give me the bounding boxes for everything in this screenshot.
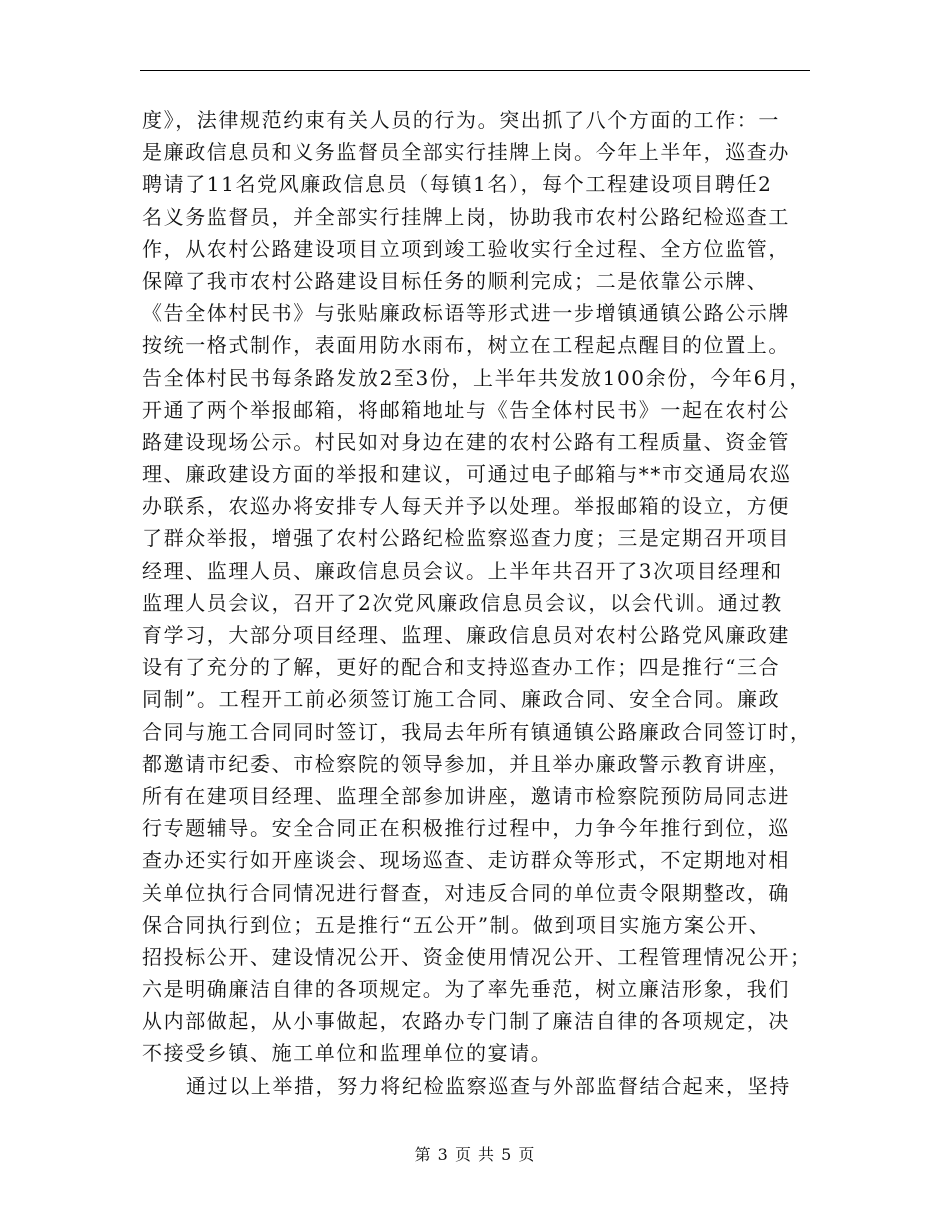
paragraph-first-line: 通过以上举措，努力将纪检监察巡查与外部监督结合起来，坚持 <box>186 1073 791 1098</box>
text-line: 合同与施工合同同时签订，我局去年所有镇通镇公路廉政合同签订时， <box>142 719 812 744</box>
header-rule <box>140 70 810 71</box>
text-line: 办联系，农巡办将安排专人每天并予以处理。举报邮箱的设立，方便 <box>142 494 790 519</box>
text-line: 保合同执行到位；五是推行“五公开”制。做到项目实施方案公开、 <box>142 912 771 937</box>
text-line: 不接受乡镇、施工单位和监理单位的宴请。 <box>142 1041 553 1066</box>
text-line: 作，从农村公路建设项目立项到竣工验收实行全过程、全方位监管， <box>142 236 790 261</box>
text-line: 经理、监理人员、廉政信息员会议。上半年共召开了3次项目经理和 <box>142 558 783 583</box>
text-line: 招投标公开、建设情况公开、资金使用情况公开、工程管理情况公开； <box>142 944 812 969</box>
text-line: 关单位执行合同情况进行督查，对违反合同的单位责令限期整改，确 <box>142 880 790 905</box>
text-line: 聘请了11名党风廉政信息员（每镇1名），每个工程建设项目聘任2 <box>142 172 773 197</box>
text-line: 告全体村民书每条路发放2至3份，上半年共发放100余份，今年6月， <box>142 365 812 390</box>
text-line: 监理人员会议，召开了2次党风廉政信息员会议，以会代训。通过教 <box>142 590 783 615</box>
text-line: 是廉政信息员和义务监督员全部实行挂牌上岗。今年上半年，巡查办 <box>142 140 790 165</box>
text-line: 查办还实行如开座谈会、现场巡查、走访群众等形式，不定期地对相 <box>142 848 790 873</box>
document-body <box>142 104 810 1102</box>
text-line: 行专题辅导。安全合同正在积极推行过程中，力争今年推行到位，巡 <box>142 816 790 841</box>
text-line: 设有了充分的了解，更好的配合和支持巡查办工作；四是推行“三合 <box>142 655 781 680</box>
text-line: 六是明确廉洁自律的各项规定。为了率先垂范，树立廉洁形象，我们 <box>142 977 790 1002</box>
text-line: 育学习，大部分项目经理、监理、廉政信息员对农村公路党风廉政建 <box>142 623 790 647</box>
text-line: 都邀请市纪委、市检察院的领导参加，并且举办廉政警示教育讲座， <box>142 751 790 776</box>
text-line: 所有在建项目经理、监理全部参加讲座，邀请市检察院预防局同志进 <box>142 783 790 808</box>
text-line: 度》，法律规范约束有关人员的行为。突出抓了八个方面的工作：一 <box>142 108 780 132</box>
page-number: 第 3 页 共 5 页 <box>414 1145 536 1164</box>
text-line: 路建设现场公示。村民如对身边在建的农村公路有工程质量、资金管 <box>142 429 790 454</box>
text-line: 《告全体村民书》与张贴廉政标语等形式进一步增镇通镇公路公示牌 <box>142 301 790 326</box>
text-line: 从内部做起，从小事做起，农路办专门制了廉洁自律的各项规定，决 <box>142 1009 790 1034</box>
text-line: 保障了我市农村公路建设目标任务的顺利完成；二是依靠公示牌、 <box>142 268 769 293</box>
text-line: 按统一格式制作，表面用防水雨布，树立在工程起点醒目的位置上。 <box>142 333 790 358</box>
text-line: 同制”。工程开工前必须签订施工合同、廉政合同、安全合同。廉政 <box>142 687 781 712</box>
text-line: 开通了两个举报邮箱，将邮箱地址与《告全体村民书》一起在农村公 <box>142 397 790 422</box>
text-line: 了群众举报，增强了农村公路纪检监察巡查力度；三是定期召开项目 <box>142 526 790 551</box>
text-line: 理、廉政建设方面的举报和建议，可通过电子邮箱与**市交通局农巡 <box>142 462 792 487</box>
text-line: 名义务监督员，并全部实行挂牌上岗，协助我市农村公路纪检巡查工 <box>142 204 790 229</box>
